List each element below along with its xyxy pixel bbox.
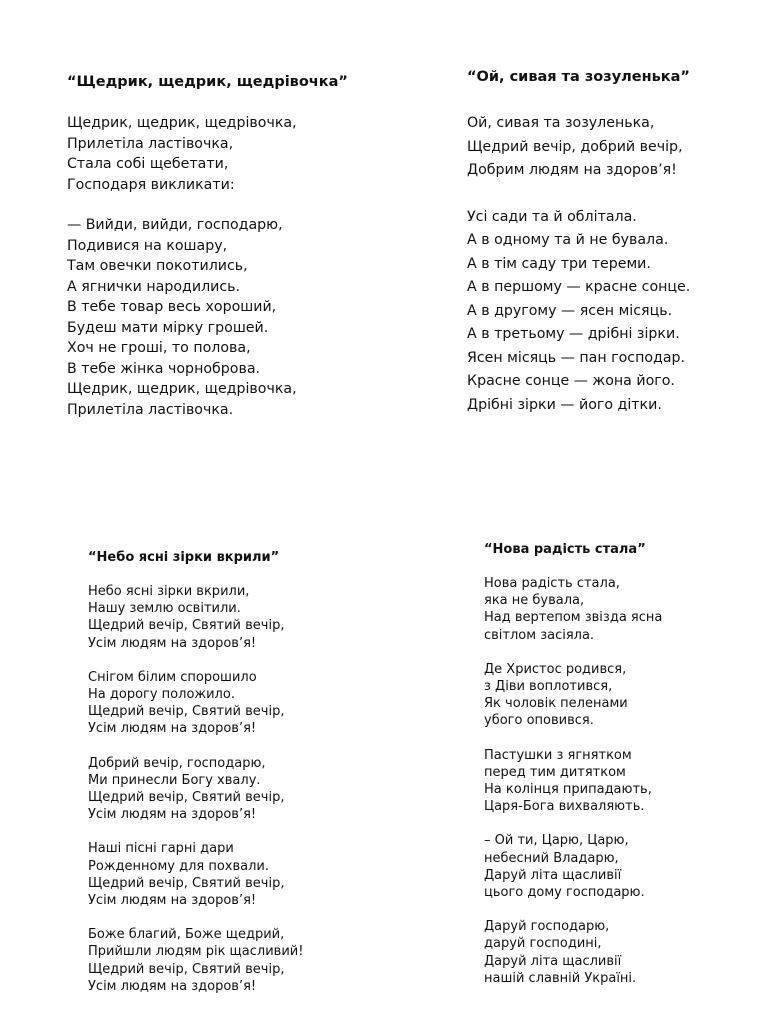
lyric-line: небесний Владарю, <box>484 850 619 866</box>
stanza <box>67 113 348 195</box>
lyric-line: Даруй літа щасливії <box>484 953 622 969</box>
song-title: “Небо ясні зірки вкрили” <box>88 550 280 565</box>
lyric-line: Щедрий вечір, Святий вечір, <box>88 790 285 806</box>
song-shchedryk <box>67 72 348 420</box>
lyric-line: перед тим дитятком <box>484 764 626 780</box>
song-title: “Нова радість стала” <box>484 542 646 557</box>
lyric-line: Прилетіла ластівочка. <box>67 401 234 418</box>
stanza <box>467 206 690 418</box>
lyric-line: Будеш мати мірку грошей. <box>67 319 269 336</box>
lyric-line: Боже благий, Боже щедрий, <box>88 927 285 943</box>
lyric-line: убого оповився. <box>484 713 594 729</box>
lyric-line: з Діви воплотився, <box>484 679 613 695</box>
stanza <box>467 112 690 183</box>
lyric-line: Щедрий вечір, Святий вечір, <box>88 704 285 720</box>
lyric-line: Щедрик, щедрик, щедрівочка, <box>67 381 297 397</box>
lyric-line: Царя-Бога вихваляють. <box>484 799 645 815</box>
lyric-line: Красне сонце — жона його. <box>467 373 675 389</box>
lyric-line: Ми принесли Богу хвалу. <box>88 772 261 788</box>
lyric-line: — Вийди, вийди, господарю, <box>67 217 283 233</box>
lyric-line: Усім людям на здоров’я! <box>88 721 257 737</box>
lyric-line: Щедрий вечір, Святий вечір, <box>88 618 285 634</box>
lyric-line: Господаря викликати: <box>67 176 235 193</box>
lyric-line: Усім людям на здоров’я! <box>88 635 257 651</box>
lyric-line: Пастушки з ягнятком <box>484 747 632 763</box>
lyric-line: Ясен місяць — пан господар. <box>467 349 686 366</box>
lyric-line: Усім людям на здоров’я! <box>88 893 257 909</box>
lyric-line: Як чоловік пеленами <box>484 696 628 712</box>
lyric-line: Нова радість стала, <box>484 576 620 591</box>
stanza <box>88 840 303 909</box>
lyric-line: А ягнички народились. <box>67 278 241 295</box>
lyric-line: – Ой ти, Царю, Царю, <box>484 833 629 849</box>
lyric-line: Даруй господарю, <box>484 919 610 935</box>
lyric-line: На колінця припадають, <box>484 782 652 798</box>
lyric-line: цього дому господарю. <box>484 885 645 901</box>
song-nebo-iasni-zirky <box>88 549 303 995</box>
stanza <box>484 832 662 901</box>
stanza <box>484 575 662 644</box>
lyric-line: Над вертепом звізда ясна <box>484 610 663 626</box>
lyric-line: Даруй літа щасливії <box>484 867 622 883</box>
lyric-line: даруй господині, <box>484 936 602 952</box>
lyric-line: А в одному та й не бувала. <box>467 232 669 248</box>
lyric-line: В тебе товар весь хороший, <box>67 299 277 315</box>
lyric-line: світлом засіяла. <box>484 627 595 643</box>
stanza <box>484 747 662 816</box>
lyric-line: нашій славній Україні. <box>484 970 637 986</box>
lyric-line: Усім людям на здоров’я! <box>88 807 257 823</box>
song-title: “Ой, сивая та зозуленька” <box>467 69 690 85</box>
stanza <box>88 755 303 824</box>
song-nova-radist-stala <box>484 541 662 987</box>
lyric-line: Прилетіла ластівочка, <box>67 135 234 152</box>
lyric-line: Дрібні зірки — його дітки. <box>467 396 662 413</box>
stanza <box>67 215 348 420</box>
lyric-line: Нашу землю освітили. <box>88 601 241 617</box>
lyric-line: Снігом білим спорошило <box>88 669 257 685</box>
lyric-line: Щедрий вечір, Святий вечір, <box>88 875 285 891</box>
lyric-line: Щедрий вечір, добрий вечір, <box>467 138 683 155</box>
lyric-line: В тебе жінка чорноброва. <box>67 360 261 377</box>
lyric-line: А в першому — красне сонце. <box>467 279 691 295</box>
lyric-line: Ой, сивая та зозуленька, <box>467 115 655 131</box>
stanza <box>88 669 303 738</box>
lyric-line: Небо ясні зірки вкрили, <box>88 584 250 599</box>
song-oi-syvaia-zozulenka <box>467 67 690 417</box>
lyric-line: Там овечки покотились, <box>67 258 248 274</box>
lyric-line: А в третьому — дрібні зірки. <box>467 326 680 342</box>
lyric-line: А в другому — ясен місяць. <box>467 302 673 319</box>
lyric-line: яка не бувала, <box>484 593 585 609</box>
lyric-line: Стала собі щебетати, <box>67 156 229 172</box>
lyric-line: Прийшли людям рік щасливий! <box>88 944 304 960</box>
stanza <box>484 661 662 730</box>
lyric-line: Усім людям на здоров’я! <box>88 978 257 994</box>
lyric-line: Добрим людям на здоров’я! <box>467 162 677 178</box>
lyric-line: Усі сади та й облітала. <box>467 208 637 225</box>
lyric-line: Подивися на кошару, <box>67 237 228 254</box>
song-title: “Щедрик, щедрик, щедрівочка” <box>67 74 348 90</box>
lyric-line: А в тім саду три тереми. <box>467 255 651 272</box>
lyric-line: На дорогу положило. <box>88 687 235 703</box>
stanza <box>88 583 303 652</box>
lyric-line: Рожденному для похвали. <box>88 858 269 874</box>
lyric-line: Хоч не гроші, то полова, <box>67 340 251 356</box>
stanza <box>88 926 303 995</box>
lyric-line: Щедрий вечір, Святий вечір, <box>88 961 285 977</box>
lyric-line: Де Христос родився, <box>484 661 627 677</box>
stanza <box>484 918 662 987</box>
lyric-line: Щедрик, щедрик, щедрівочка, <box>67 115 297 131</box>
lyric-line: Добрий вечір, господарю, <box>88 755 266 771</box>
lyric-line: Наші пісні гарні дари <box>88 841 234 857</box>
